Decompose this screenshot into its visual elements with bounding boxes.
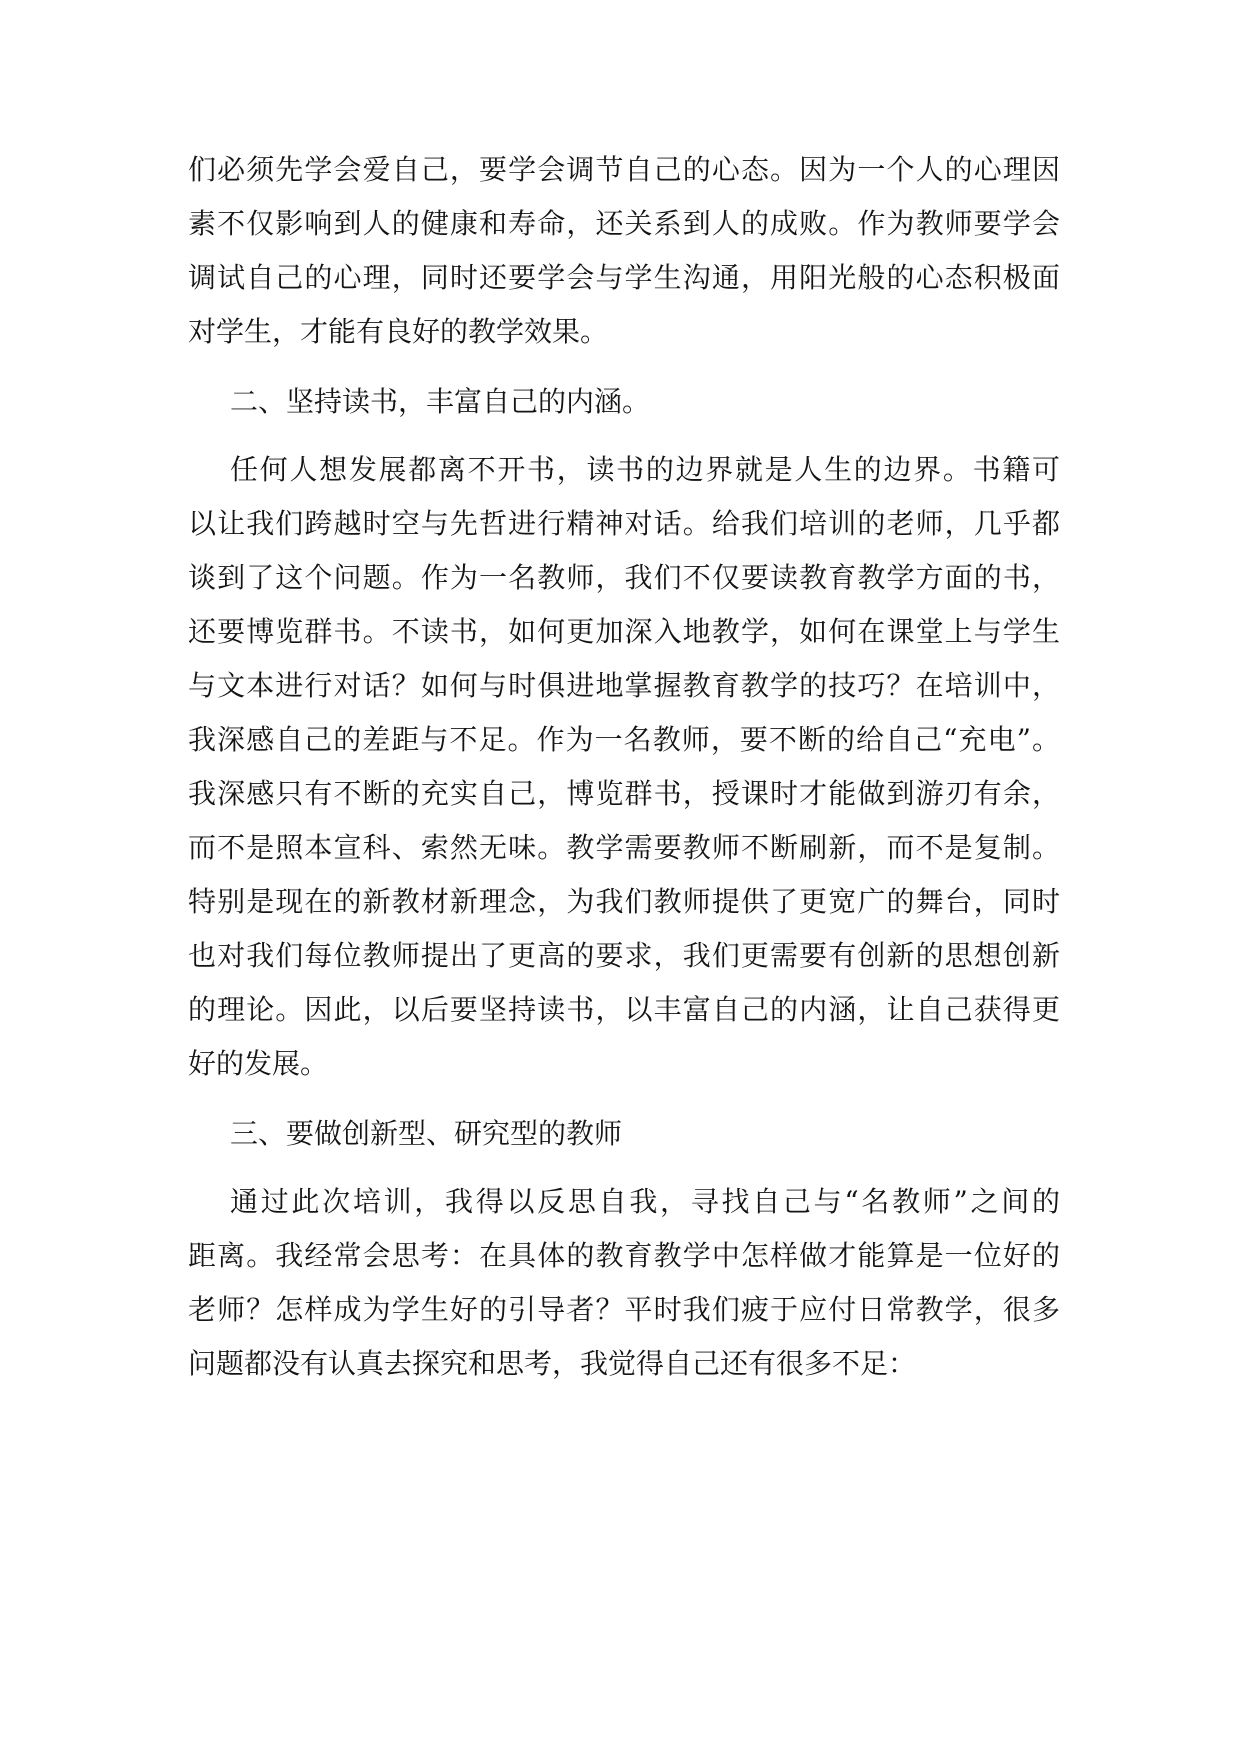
paragraph-line: 问题都没有认真去探究和思考，我觉得自己还有很多不足： (188, 1347, 917, 1380)
paragraph-line: 谈到了这个问题。作为一名教师，我们不仅要读教育教学方面的书， (188, 561, 1060, 594)
paragraph-line: 的理论。因此，以后要坚持读书，以丰富自己的内涵，让自己获得更 (188, 993, 1060, 1026)
paragraph-line: 我深感只有不断的充实自己，博览群书，授课时才能做到游刃有余， (188, 777, 1060, 810)
paragraph-line: 们必须先学会爱自己，要学会调节自己的心态。因为一个人的心理因 (188, 153, 1060, 186)
paragraph-line: 也对我们每位教师提出了更高的要求，我们更需要有创新的思想创新 (188, 939, 1060, 972)
paragraph-line: 通过此次培训，我得以反思自我，寻找自己与“名教师”之间的 (230, 1185, 1060, 1218)
paragraph-line: 而不是照本宣科、索然无味。教学需要教师不断刷新，而不是复制。 (188, 831, 1060, 864)
paragraph-line: 还要博览群书。不读书，如何更加深入地教学，如何在课堂上与学生 (188, 615, 1060, 648)
paragraph-line: 与文本进行对话？如何与时俱进地掌握教育教学的技巧？在培训中， (188, 669, 1060, 702)
section-heading: 三、要做创新型、研究型的教师 (230, 1117, 623, 1150)
paragraph-line: 老师？怎样成为学生好的引导者？平时我们疲于应付日常教学，很多 (188, 1293, 1060, 1326)
paragraph-line: 距离。我经常会思考：在具体的教育教学中怎样做才能算是一位好的 (188, 1239, 1060, 1272)
paragraph-line: 调试自己的心理，同时还要学会与学生沟通，用阳光般的心态积极面 (188, 261, 1060, 294)
paragraph-line: 以让我们跨越时空与先哲进行精神对话。给我们培训的老师，几乎都 (188, 507, 1060, 540)
paragraph-line: 我深感自己的差距与不足。作为一名教师，要不断的给自己“充电”。 (188, 723, 1060, 756)
paragraph-line: 对学生，才能有良好的教学效果。 (188, 315, 609, 348)
paragraph-line: 任何人想发展都离不开书，读书的边界就是人生的边界。书籍可 (230, 453, 1060, 486)
paragraph-line: 素不仅影响到人的健康和寿命，还关系到人的成败。作为教师要学会 (188, 207, 1060, 240)
section-heading: 二、坚持读书，丰富自己的内涵。 (230, 385, 651, 418)
paragraph-line: 特别是现在的新教材新理念，为我们教师提供了更宽广的舞台，同时 (188, 885, 1060, 918)
paragraph-line: 好的发展。 (188, 1047, 329, 1080)
